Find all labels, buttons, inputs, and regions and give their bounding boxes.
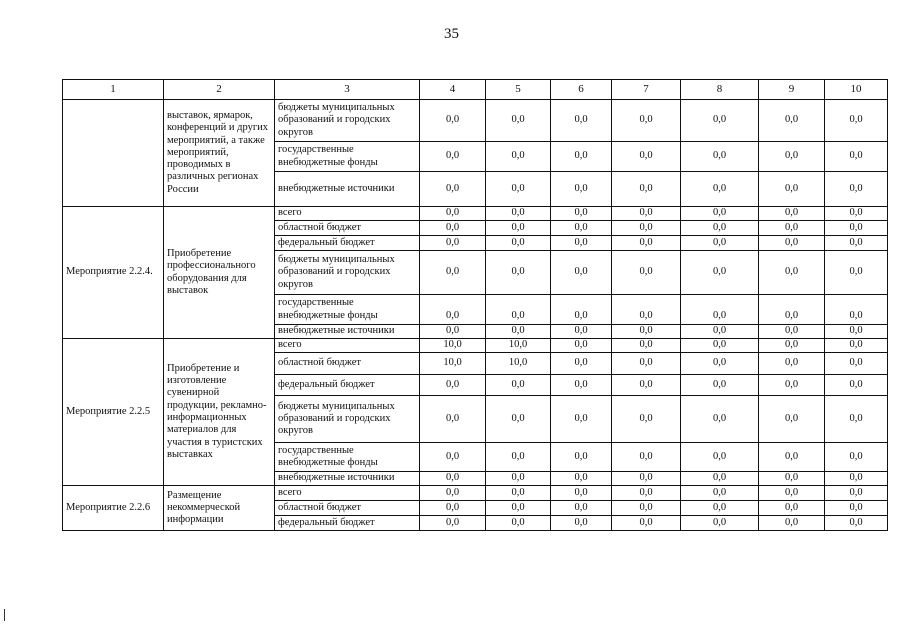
funding-source-cell: внебюджетные источники [275, 325, 420, 339]
value-cell: 0,0 [612, 353, 681, 375]
value-cell: 0,0 [825, 221, 888, 236]
value-cell: 0,0 [612, 501, 681, 516]
value-cell: 0,0 [759, 221, 825, 236]
value-cell: 0,0 [551, 207, 612, 221]
value-cell: 0,0 [551, 516, 612, 531]
activity-name-cell: Мероприятие 2.2.5 [63, 339, 164, 486]
value-cell: 0,0 [612, 486, 681, 501]
value-cell: 0,0 [681, 443, 759, 472]
value-cell: 0,0 [612, 325, 681, 339]
value-cell: 0,0 [420, 396, 486, 443]
value-cell: 0,0 [825, 295, 888, 325]
table-row [63, 486, 888, 501]
value-cell: 0,0 [759, 339, 825, 353]
funding-source-cell: всего [275, 207, 420, 221]
header-cell: 2 [164, 80, 275, 100]
value-cell: 0,0 [681, 501, 759, 516]
value-cell: 0,0 [551, 172, 612, 207]
value-cell: 0,0 [420, 501, 486, 516]
value-cell: 0,0 [759, 486, 825, 501]
funding-source-cell: внебюджетные источники [275, 472, 420, 486]
value-cell: 0,0 [420, 207, 486, 221]
page-number: 35 [444, 26, 459, 42]
value-cell: 0,0 [551, 142, 612, 172]
header-cell: 8 [681, 80, 759, 100]
budget-table [62, 79, 888, 531]
value-cell: 0,0 [612, 142, 681, 172]
funding-source-cell: бюджеты муниципальных образований и городских округов [275, 396, 420, 443]
value-cell: 0,0 [551, 251, 612, 295]
value-cell: 10,0 [420, 353, 486, 375]
value-cell: 0,0 [681, 142, 759, 172]
value-cell: 0,0 [551, 221, 612, 236]
value-cell: 0,0 [612, 236, 681, 251]
value-cell: 0,0 [486, 221, 551, 236]
value-cell: 10,0 [420, 339, 486, 353]
header-cell: 5 [486, 80, 551, 100]
value-cell: 0,0 [612, 339, 681, 353]
value-cell: 0,0 [681, 236, 759, 251]
value-cell: 0,0 [420, 375, 486, 396]
funding-source-cell: областной бюджет [275, 501, 420, 516]
value-cell: 0,0 [759, 100, 825, 142]
value-cell: 0,0 [681, 486, 759, 501]
value-cell: 0,0 [759, 501, 825, 516]
value-cell: 0,0 [486, 236, 551, 251]
value-cell: 0,0 [486, 207, 551, 221]
value-cell: 0,0 [486, 396, 551, 443]
value-cell: 0,0 [420, 100, 486, 142]
header-row [63, 80, 888, 100]
value-cell: 0,0 [825, 339, 888, 353]
funding-source-cell: областной бюджет [275, 353, 420, 375]
value-cell: 0,0 [759, 353, 825, 375]
scan-mark [4, 609, 5, 621]
value-cell: 0,0 [759, 472, 825, 486]
value-cell: 0,0 [551, 375, 612, 396]
activity-name-cell: Мероприятие 2.2.4. [63, 207, 164, 339]
value-cell: 0,0 [825, 236, 888, 251]
value-cell: 0,0 [759, 295, 825, 325]
funding-source-cell: внебюджетные источники [275, 172, 420, 207]
value-cell: 0,0 [486, 375, 551, 396]
value-cell: 0,0 [551, 236, 612, 251]
value-cell: 0,0 [486, 295, 551, 325]
header-cell: 7 [612, 80, 681, 100]
value-cell: 0,0 [825, 501, 888, 516]
value-cell: 10,0 [486, 339, 551, 353]
funding-source-cell: бюджеты муниципальных образований и городских округов [275, 100, 420, 142]
value-cell: 0,0 [551, 443, 612, 472]
funding-source-cell: государственные внебюджетные фонды [275, 443, 420, 472]
funding-source-cell: всего [275, 339, 420, 353]
value-cell: 0,0 [612, 375, 681, 396]
value-cell: 0,0 [612, 443, 681, 472]
value-cell: 0,0 [420, 472, 486, 486]
value-cell: 0,0 [420, 251, 486, 295]
activity-description-cell: Приобретение и изготовление сувенирной продукции, рекламно-информационных материалов для участия в туристских выставках [164, 339, 275, 486]
activity-name-cell: Мероприятие 2.2.6 [63, 486, 164, 531]
value-cell: 0,0 [612, 251, 681, 295]
value-cell: 0,0 [551, 100, 612, 142]
value-cell: 0,0 [612, 221, 681, 236]
value-cell: 0,0 [420, 443, 486, 472]
value-cell: 0,0 [486, 142, 551, 172]
value-cell: 0,0 [825, 375, 888, 396]
value-cell: 0,0 [681, 295, 759, 325]
activity-description-cell: Приобретение профессионального оборудования для выставок [164, 207, 275, 339]
value-cell: 0,0 [420, 295, 486, 325]
value-cell: 0,0 [759, 325, 825, 339]
value-cell: 0,0 [551, 501, 612, 516]
value-cell: 0,0 [551, 396, 612, 443]
header-cell: 3 [275, 80, 420, 100]
value-cell: 0,0 [681, 325, 759, 339]
table-row [63, 100, 888, 142]
activity-name-cell [63, 100, 164, 207]
value-cell: 0,0 [759, 172, 825, 207]
value-cell: 0,0 [825, 172, 888, 207]
value-cell: 0,0 [825, 396, 888, 443]
table-row [63, 207, 888, 221]
value-cell: 0,0 [681, 100, 759, 142]
value-cell: 0,0 [486, 472, 551, 486]
header-cell: 1 [63, 80, 164, 100]
value-cell: 0,0 [681, 353, 759, 375]
value-cell: 0,0 [681, 375, 759, 396]
header-cell: 4 [420, 80, 486, 100]
value-cell: 0,0 [759, 396, 825, 443]
value-cell: 0,0 [825, 325, 888, 339]
funding-source-cell: всего [275, 486, 420, 501]
value-cell: 0,0 [681, 472, 759, 486]
value-cell: 0,0 [420, 516, 486, 531]
header-cell: 9 [759, 80, 825, 100]
value-cell: 0,0 [825, 472, 888, 486]
value-cell: 0,0 [825, 142, 888, 172]
value-cell: 0,0 [759, 142, 825, 172]
funding-source-cell: государственные внебюджетные фонды [275, 295, 420, 325]
value-cell: 0,0 [420, 236, 486, 251]
header-cell: 6 [551, 80, 612, 100]
value-cell: 0,0 [486, 443, 551, 472]
funding-source-cell: федеральный бюджет [275, 236, 420, 251]
value-cell: 0,0 [486, 100, 551, 142]
value-cell: 0,0 [486, 486, 551, 501]
value-cell: 0,0 [486, 516, 551, 531]
value-cell: 0,0 [759, 516, 825, 531]
value-cell: 0,0 [825, 353, 888, 375]
value-cell: 0,0 [551, 486, 612, 501]
value-cell: 0,0 [420, 325, 486, 339]
value-cell: 0,0 [759, 207, 825, 221]
value-cell: 0,0 [486, 501, 551, 516]
value-cell: 10,0 [486, 353, 551, 375]
value-cell: 0,0 [681, 172, 759, 207]
value-cell: 0,0 [551, 295, 612, 325]
value-cell: 0,0 [681, 221, 759, 236]
value-cell: 0,0 [486, 251, 551, 295]
activity-description-cell: Размещение некоммерческой информации [164, 486, 275, 531]
value-cell: 0,0 [681, 339, 759, 353]
value-cell: 0,0 [420, 172, 486, 207]
value-cell: 0,0 [420, 486, 486, 501]
value-cell: 0,0 [551, 325, 612, 339]
value-cell: 0,0 [825, 251, 888, 295]
value-cell: 0,0 [486, 325, 551, 339]
table-row [63, 339, 888, 353]
value-cell: 0,0 [759, 236, 825, 251]
value-cell: 0,0 [825, 516, 888, 531]
value-cell: 0,0 [612, 516, 681, 531]
value-cell: 0,0 [551, 472, 612, 486]
value-cell: 0,0 [420, 221, 486, 236]
value-cell: 0,0 [612, 396, 681, 443]
funding-source-cell: федеральный бюджет [275, 375, 420, 396]
funding-source-cell: бюджеты муниципальных образований и городских округов [275, 251, 420, 295]
value-cell: 0,0 [612, 100, 681, 142]
header-cell: 10 [825, 80, 888, 100]
funding-source-cell: областной бюджет [275, 221, 420, 236]
funding-source-cell: государственные внебюджетные фонды [275, 142, 420, 172]
value-cell: 0,0 [612, 172, 681, 207]
value-cell: 0,0 [551, 339, 612, 353]
value-cell: 0,0 [759, 375, 825, 396]
value-cell: 0,0 [759, 443, 825, 472]
value-cell: 0,0 [825, 443, 888, 472]
value-cell: 0,0 [825, 207, 888, 221]
funding-source-cell: федеральный бюджет [275, 516, 420, 531]
value-cell: 0,0 [612, 295, 681, 325]
value-cell: 0,0 [551, 353, 612, 375]
activity-description-cell: выставок, ярмарок, конференций и других мероприятий, а также мероприятий, проводимых в различных регионах России [164, 100, 275, 207]
value-cell: 0,0 [612, 207, 681, 221]
value-cell: 0,0 [825, 100, 888, 142]
value-cell: 0,0 [759, 251, 825, 295]
value-cell: 0,0 [681, 207, 759, 221]
value-cell: 0,0 [420, 142, 486, 172]
value-cell: 0,0 [681, 516, 759, 531]
value-cell: 0,0 [612, 472, 681, 486]
value-cell: 0,0 [486, 172, 551, 207]
value-cell: 0,0 [825, 486, 888, 501]
value-cell: 0,0 [681, 396, 759, 443]
value-cell: 0,0 [681, 251, 759, 295]
